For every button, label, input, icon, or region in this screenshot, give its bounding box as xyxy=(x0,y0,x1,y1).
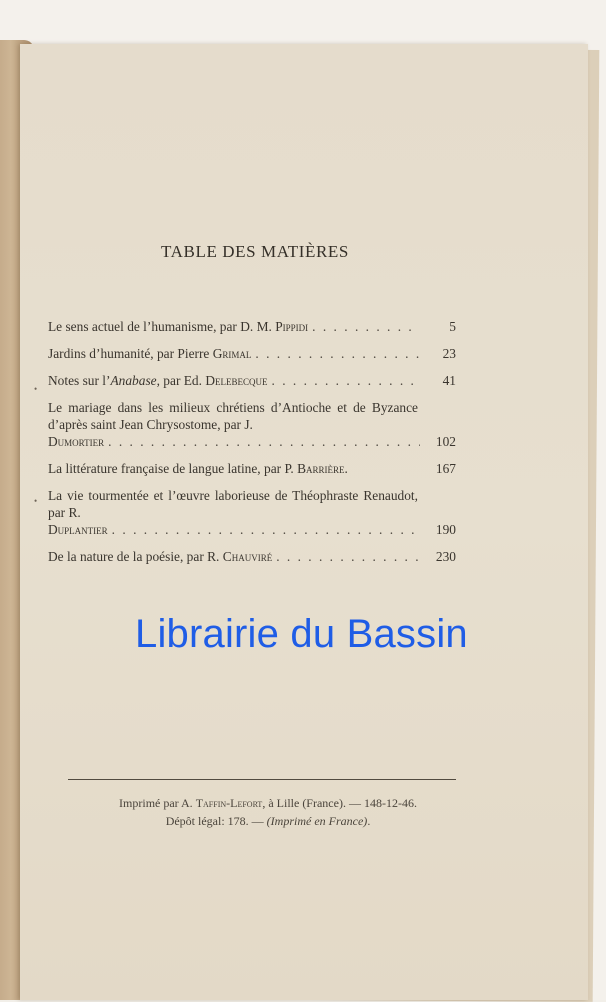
author-name: Duplantier xyxy=(48,522,108,537)
page-number: 102 xyxy=(435,434,456,449)
entry-title: Le mariage dans les milieux chrétiens d’Antioche et de Byzance d’après saint Jean Chrysostome, par J. xyxy=(48,400,418,432)
page-number: 167 xyxy=(435,461,456,476)
dot-leader xyxy=(108,433,420,450)
author-name: Barrière xyxy=(297,461,345,476)
table-of-contents xyxy=(48,318,456,575)
toc-entry: De la nature de la poésie, par R. Chauviré . . . 230 xyxy=(48,548,456,565)
page-number: 41 xyxy=(442,373,456,388)
page-number: 190 xyxy=(435,522,456,537)
author-name: Chauviré xyxy=(222,549,273,564)
pencil-mark: • xyxy=(34,496,38,506)
toc-entry: Le sens actuel de l’humanisme, par D. M. Pippidi . . . 5 xyxy=(48,318,456,335)
divider-rule xyxy=(68,779,456,780)
work-title: Anabase xyxy=(110,373,157,388)
page-title: TABLE DES MATIÈRES xyxy=(161,242,349,261)
watermark-text: Librairie du Bassin xyxy=(135,612,468,656)
toc-entry: Notes sur l’Anabase, par Ed. Delebecque . . . 41 xyxy=(48,372,456,389)
dot-leader xyxy=(272,372,421,389)
toc-entry: Jardins d’humanité, par Pierre Grimal . . . 23 xyxy=(48,345,456,362)
author-name: Delebecque xyxy=(205,373,268,388)
page-number: 23 xyxy=(442,346,456,361)
printer-imprint: Imprimé par A. Taffin-Lefort, à Lille (France). — 148-12-46. Dépôt légal: 178. — (Imprimé en France). xyxy=(119,796,417,828)
dot-leader xyxy=(255,345,420,362)
toc-entry: La littérature française de langue latine, par P. Barrière. 167 xyxy=(48,461,456,476)
pencil-mark: • xyxy=(34,384,38,394)
page-number: 5 xyxy=(449,319,456,334)
author-name: Grimal xyxy=(212,346,252,361)
toc-entry xyxy=(48,487,456,538)
entry-title: La vie tourmentée et l’œuvre laborieuse de Théophraste Renaudot, par R. xyxy=(48,488,418,520)
printer-name: Taffin-Lefort xyxy=(195,796,263,810)
dot-leader xyxy=(312,318,420,335)
dot-leader xyxy=(276,548,420,565)
author-name: Dumortier xyxy=(48,434,105,449)
dot-leader xyxy=(112,521,420,538)
toc-entry xyxy=(48,399,456,450)
page-number: 230 xyxy=(435,549,456,564)
book-page xyxy=(20,44,588,1000)
author-name: Pippidi xyxy=(275,319,309,334)
